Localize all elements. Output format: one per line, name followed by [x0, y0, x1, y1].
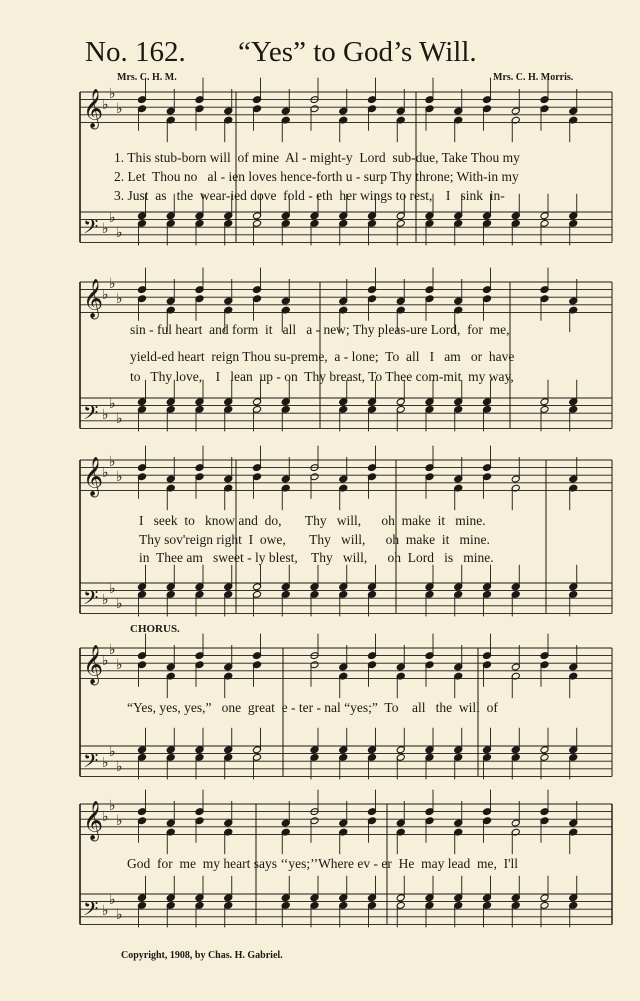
verse-line: 3. Just as the wear-ied dove fold - eth her wings to rest, I sink in-	[114, 188, 505, 203]
verse-line: to Thy love, I lean up - on Thy breast, To Thee com-mit my way,	[130, 369, 514, 384]
flat-icon: ♭	[109, 209, 116, 226]
verse-line: God for me my heart says ‘‘yes;’’Where ev - er He may lead me, I'll	[127, 856, 519, 871]
hymn-number: No. 162.	[85, 36, 186, 68]
flat-icon: ♭	[102, 97, 109, 114]
verse-line: sin - ful heart and form it all a - new; Thy pleas-ure Lord, for me,	[130, 322, 510, 337]
flat-icon: ♭	[116, 907, 123, 923]
clef-icon: 𝄢	[83, 585, 99, 614]
flat-icon: ♭	[116, 469, 123, 485]
flat-icon: ♭	[102, 465, 109, 482]
flat-icon: ♭	[109, 743, 116, 760]
flat-icon: ♭	[102, 755, 109, 772]
flat-icon: ♭	[109, 453, 116, 470]
hymn-title: “Yes” to God’s Will.	[238, 36, 477, 68]
clef-icon: 𝄞	[83, 88, 104, 129]
clef-icon: 𝄞	[83, 800, 104, 841]
verse-line: yield-ed heart reign Thou su-preme, a - lone; To all I am or have	[130, 349, 515, 364]
words-credit: Mrs. C. H. M.	[117, 72, 177, 83]
flat-icon: ♭	[116, 596, 123, 612]
flat-icon: ♭	[109, 641, 116, 658]
flat-icon: ♭	[109, 85, 116, 102]
clef-icon: 𝄞	[83, 278, 104, 319]
verse-line: 2. Let Thou no al - ien loves hence-forth u - surp Thy throne; With-in my	[114, 169, 519, 184]
flat-icon: ♭	[109, 797, 116, 814]
music-credit: Mrs. C. H. Morris.	[493, 72, 574, 83]
clef-icon: 𝄢	[83, 400, 99, 429]
flat-icon: ♭	[109, 580, 116, 597]
clef-icon: 𝄞	[83, 644, 104, 685]
chorus-label: CHORUS.	[130, 623, 180, 635]
flat-icon: ♭	[116, 759, 123, 775]
verse-line: “Yes, yes, yes,” one great e - ter - nal “yes;” To all the will of	[127, 700, 498, 715]
flat-icon: ♭	[102, 653, 109, 670]
flat-icon: ♭	[109, 891, 116, 908]
flat-icon: ♭	[116, 225, 123, 241]
flat-icon: ♭	[116, 291, 123, 307]
flat-icon: ♭	[116, 101, 123, 117]
verse-line: 1. This stub-born will of mine Al - might-y Lord sub-due, Take Thou my	[114, 150, 520, 165]
flat-icon: ♭	[102, 287, 109, 304]
flat-icon: ♭	[102, 592, 109, 609]
copyright: Copyright, 1908, by Chas. H. Gabriel.	[121, 950, 283, 961]
clef-icon: 𝄢	[83, 214, 99, 243]
verse-line: I seek to know and do, Thy will, oh make it mine.	[139, 513, 486, 528]
clef-icon: 𝄞	[83, 456, 104, 497]
flat-icon: ♭	[102, 407, 109, 424]
flat-icon: ♭	[102, 809, 109, 826]
flat-icon: ♭	[116, 657, 123, 673]
clef-icon: 𝄢	[83, 896, 99, 925]
flat-icon: ♭	[116, 411, 123, 427]
verse-line: in Thee am sweet - ly blest, Thy will, oh Lord is mine.	[139, 550, 494, 565]
flat-icon: ♭	[109, 275, 116, 292]
flat-icon: ♭	[116, 813, 123, 829]
flat-icon: ♭	[102, 903, 109, 920]
verse-line: Thy sov'reign right I owe, Thy will, oh make it mine.	[139, 532, 490, 547]
flat-icon: ♭	[109, 395, 116, 412]
clef-icon: 𝄢	[83, 748, 99, 777]
flat-icon: ♭	[102, 221, 109, 238]
